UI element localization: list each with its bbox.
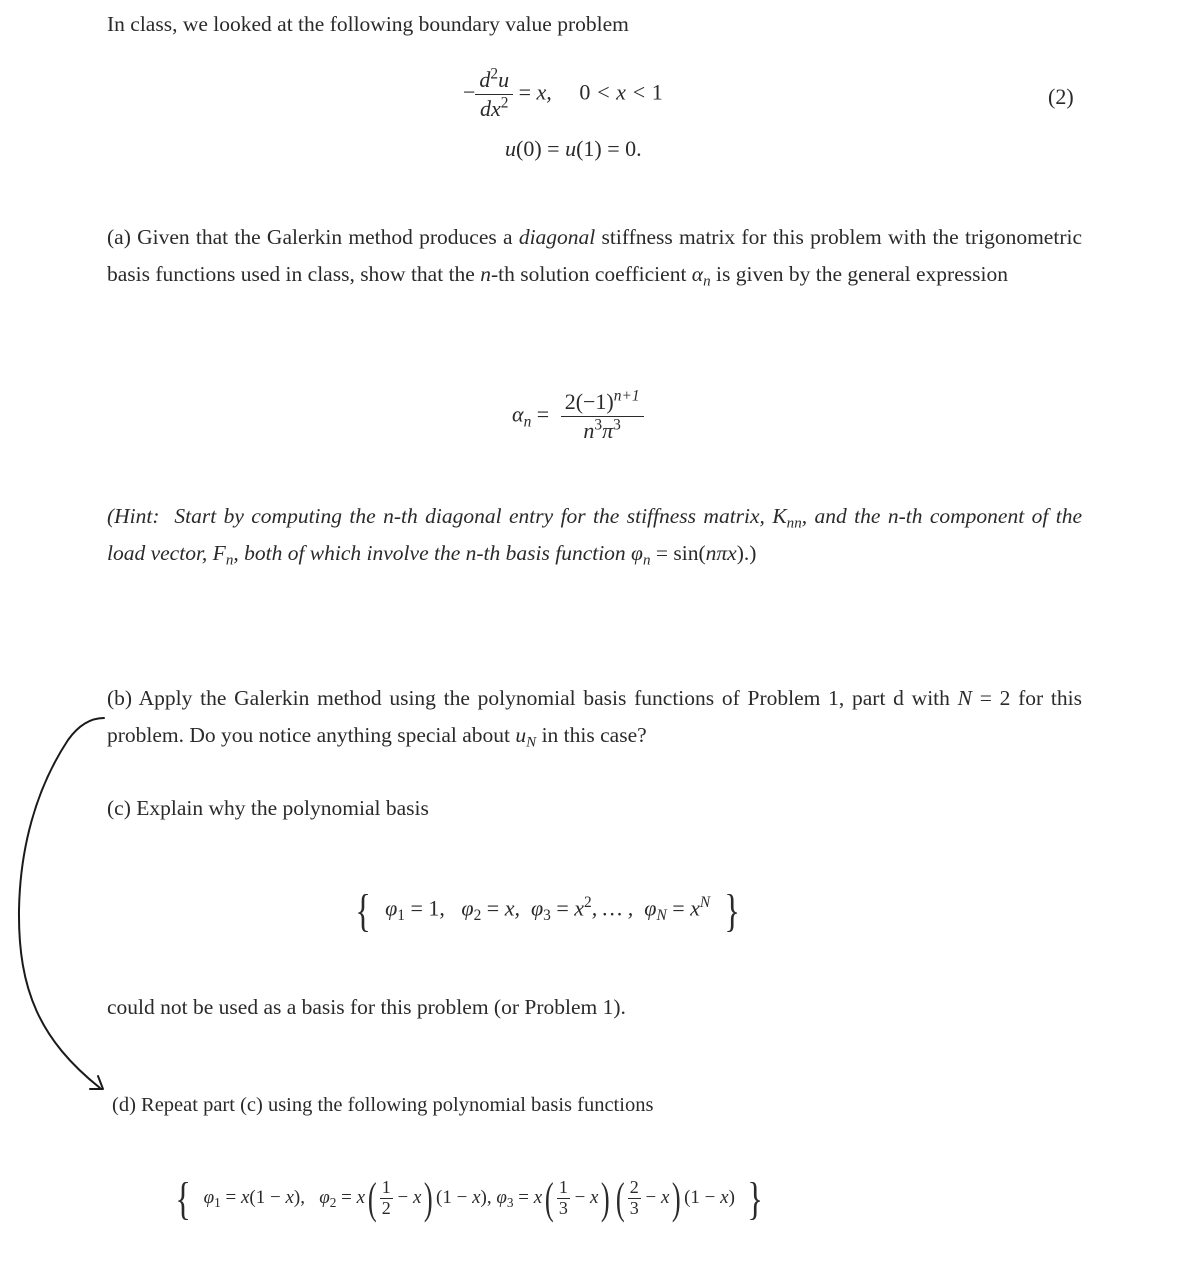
- part-c-followup: could not be used as a basis for this problem (or Problem 1).: [107, 995, 626, 1019]
- part-a-text: (a) Given that the Galerkin method produces a diagonal stiffness matrix for this problem with the trigonometric basis functions used in class, show that the n-th solution coefficient $\alpha_n$ is given by the general expression: [107, 225, 1082, 289]
- intro-text: In class, we looked at the following boundary value problem: [107, 12, 629, 36]
- cubic-basis-set: { $\varphi_1 = x(1 - x)$, $\varphi_2 = x$( $\frac{1}{2}$ − x) (1 − x), $\varphi_3 = x$( $\frac{1}{3}$ − x) ( $\frac{2}{3}$ − x) (1 − x) }: [175, 1173, 764, 1224]
- part-d-text: (d) Repeat part (c) using the following polynomial basis functions: [112, 1094, 654, 1116]
- part-c-text: (c) Explain why the polynomial basis: [107, 796, 429, 820]
- equation-number: (2): [1048, 84, 1074, 109]
- equation-2-ode: − $\frac{d^2u}{dx^2}$ = x, 0 < x < 1: [463, 65, 663, 122]
- part-b-text: (b) Apply the Galerkin method using the polynomial basis functions of Problem 1, part d with N = 2 for this problem. Do you notice anything special about $u_N$ in this case?: [107, 686, 1082, 750]
- equation-2-boundary-conditions: u(0) = u(1) = 0.: [505, 136, 642, 161]
- hint-text: (Hint: Start by computing the n-th diagonal entry for the stiffness matrix, $K_{nn}$, and the n-th component of the load vector, $F_n$, both of which involve the n-th basis function $\varphi_n = \sin(n\pi x)$.): [107, 504, 1082, 568]
- alpha-n-formula: $\alpha_n$ = $\frac{2(-1)^{n+1}}{n^3\pi^3}$: [512, 390, 644, 443]
- polynomial-basis-set: { $\varphi_1 = 1$, $\varphi_2 = x$, $\varphi_3 = x^2$, … , $\varphi_N = x^N$ }: [355, 885, 740, 936]
